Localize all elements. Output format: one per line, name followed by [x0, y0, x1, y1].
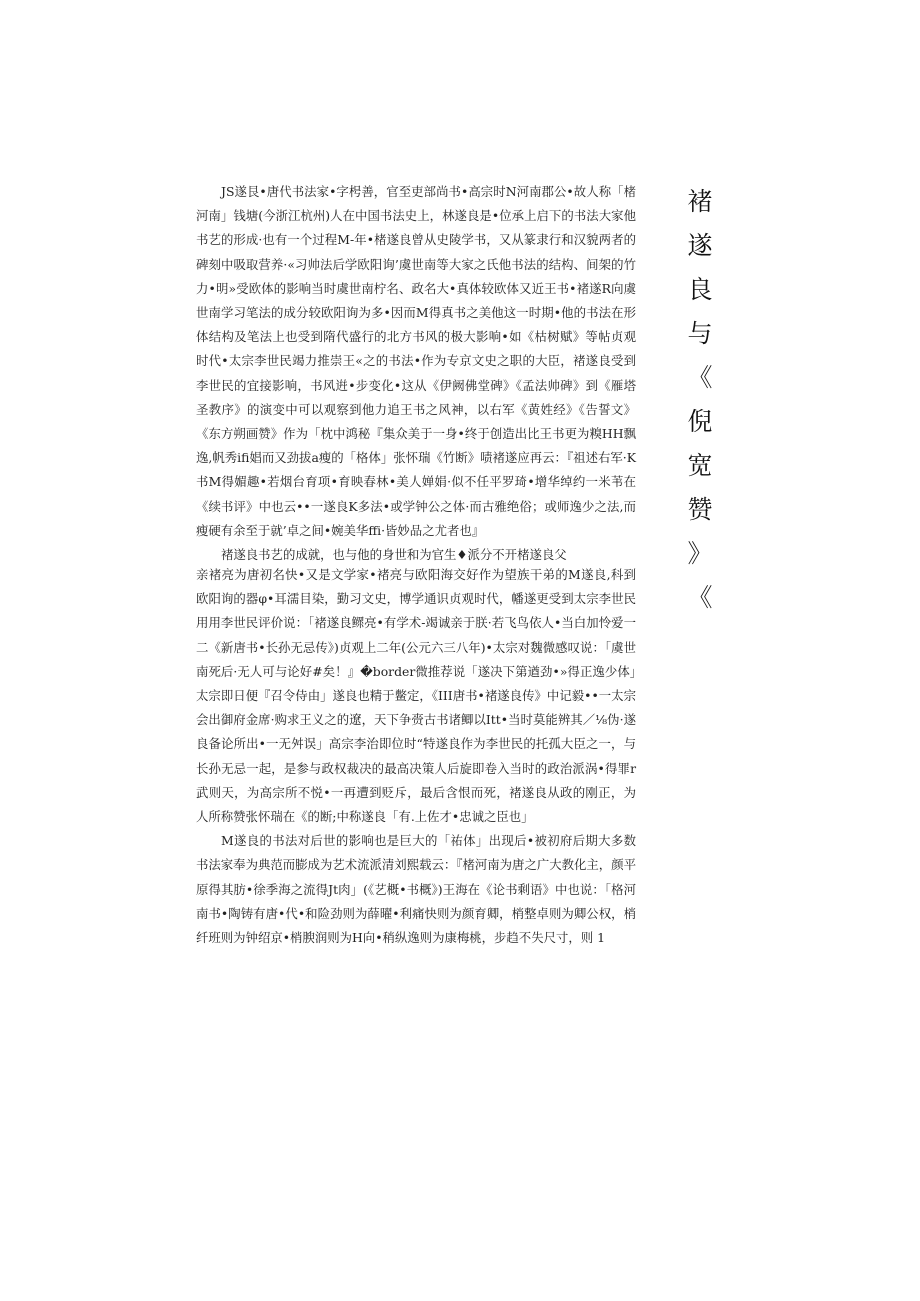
title-char: 《	[687, 583, 713, 612]
vertical-title	[682, 180, 718, 620]
title-char: 《	[687, 363, 713, 392]
title-char: 良	[687, 275, 713, 304]
body-section-1	[196, 180, 636, 567]
paragraph: M遂良的书法对后世的影响也是巨大的「祐体」出现后•被初府后期大多数书法家奉为典范而膨成为艺术流派清刘熙载云：『楮河南为唐之广大教化主，颜平原得其肪•徐季海之流得Jt肉」(《艺概•书概》)王海在《论书剩语》中也说：「格河南书•陶铸有唐•代•和险劲则为薛曜•利痛快则为颜育卿，梢整卓则为卿公权，梢纤班则为钟绍京•梢腴润则为H向•稍纵逸则为康梅桃，步趋不失尺寸，则 1	[196, 833, 636, 946]
title-char: 宽	[687, 451, 713, 480]
paragraph: 褚遂良书艺的成就，也与他的身世和为官生♦派分不开楮遂良父	[221, 547, 567, 563]
paragraph: 亲褚亮为唐初名快•又是文学家•褚亮与欧阳海交好作为望族干弟的M遂良,科到欧阳询的器φ•耳濡目染，勤习文史，博学通识贞观时代，幡遂更受到太宗李世民用用李世民评价说：「褚遂良鳏亮•有学术-竭诚亲于朕·若飞鸟依人•当白加怜爱一二《新唐书•长孙无忌传》)贞观上二年(公元六三八年)•太宗对魏微感叹说：「虞世南死后·无人可与论好#矣！』�border微推荐说「遂决下第遒劲•»得正逸少体」太宗即日便『召令侍由」遂良也精于鳖定，《III唐书•褚遂良传》中记毅••一太宗会出御府金席·购求王义之的遼，天下争赍古书诸鲫以Itt•当时莫能辨其／⅛伪·遂良备论所出•一无舛误」高宗李治即位时“特遂良作为李世民的托孤大臣之一，与长孙无忌一起，是参与政权裁决的最高决策人后旋即卷入当时的政治派涡•得罪r武则天，为高宗所不悦•一再遭到贬斥，最后含恨而死，褚遂良从政的刚正，为人所称赞张怀瑞在《的断;中称遂良「有.上佐才•忠诚之臣也」	[196, 567, 636, 825]
title-char: 》	[687, 539, 713, 568]
title-char: 赞	[687, 495, 713, 524]
body-section-2	[196, 563, 636, 950]
title-char: 褚	[687, 187, 713, 216]
title-char: 倪	[687, 407, 713, 436]
title-char: 与	[687, 319, 713, 348]
paragraph: JS遂艮•唐代书法家•字枵善，官至吏部尚书•高宗时N河南郡公•故人称「楮河南」钱塘(今浙江杭州)人在中国书法史上，林遂良是•位承上启下的书法大家他书艺的形成·也有一个过程M-年•楮遂良曾从史陵学书，又从篆隶行和汉貌两者的碑刻中吸取营养·«习帅法后学欧阳询’虞世南等大家之氏他书法的结构、间架的竹力•明»受欧体的影响当时虞世南柠名、政名大•真体较欧体又近王书•褚遂R向虞世南学习笔法的成分较欧阳询为多•因而M得真书之美他这一时期•他的书法在形体结构及笔法上也受到隋代盛行的北方书风的极大影响•如《枯树赋》等帖贞观时代•太宗李世民竭力推崇王«之的书法•作为专京文史之职的大臣，褚遂良受到李世民的宜接影响，书风逬•步变化•这从《伊阙佛堂碑》《孟法帅碑》到《雁塔圣教序》的演变中可以观察到他力追王书之风神，以右军《黄姓经》《告誓文》《东方朔画赞》作为「枕中鸿秘『集众美于一身•终于创造出比王书更为糗HH飘逸,帆秀ifi娼而又劲拔a瘦的「格体」张怀瑞《竹断》啧褚遂应再云：『祖述右军·K书M得媚趣•若烟台育项•育映春林•美人婵娟·似不任平罗琦•增华绰约一米苇在《续书评》中也云••一遂良K多法•或学钟公之体·而古雅绝俗；或师逸少之法,而瘦硬有余至于就’卓之间•婉美华ffi·皆妙品之尤者也』	[196, 184, 636, 538]
title-char: 遂	[687, 231, 713, 260]
